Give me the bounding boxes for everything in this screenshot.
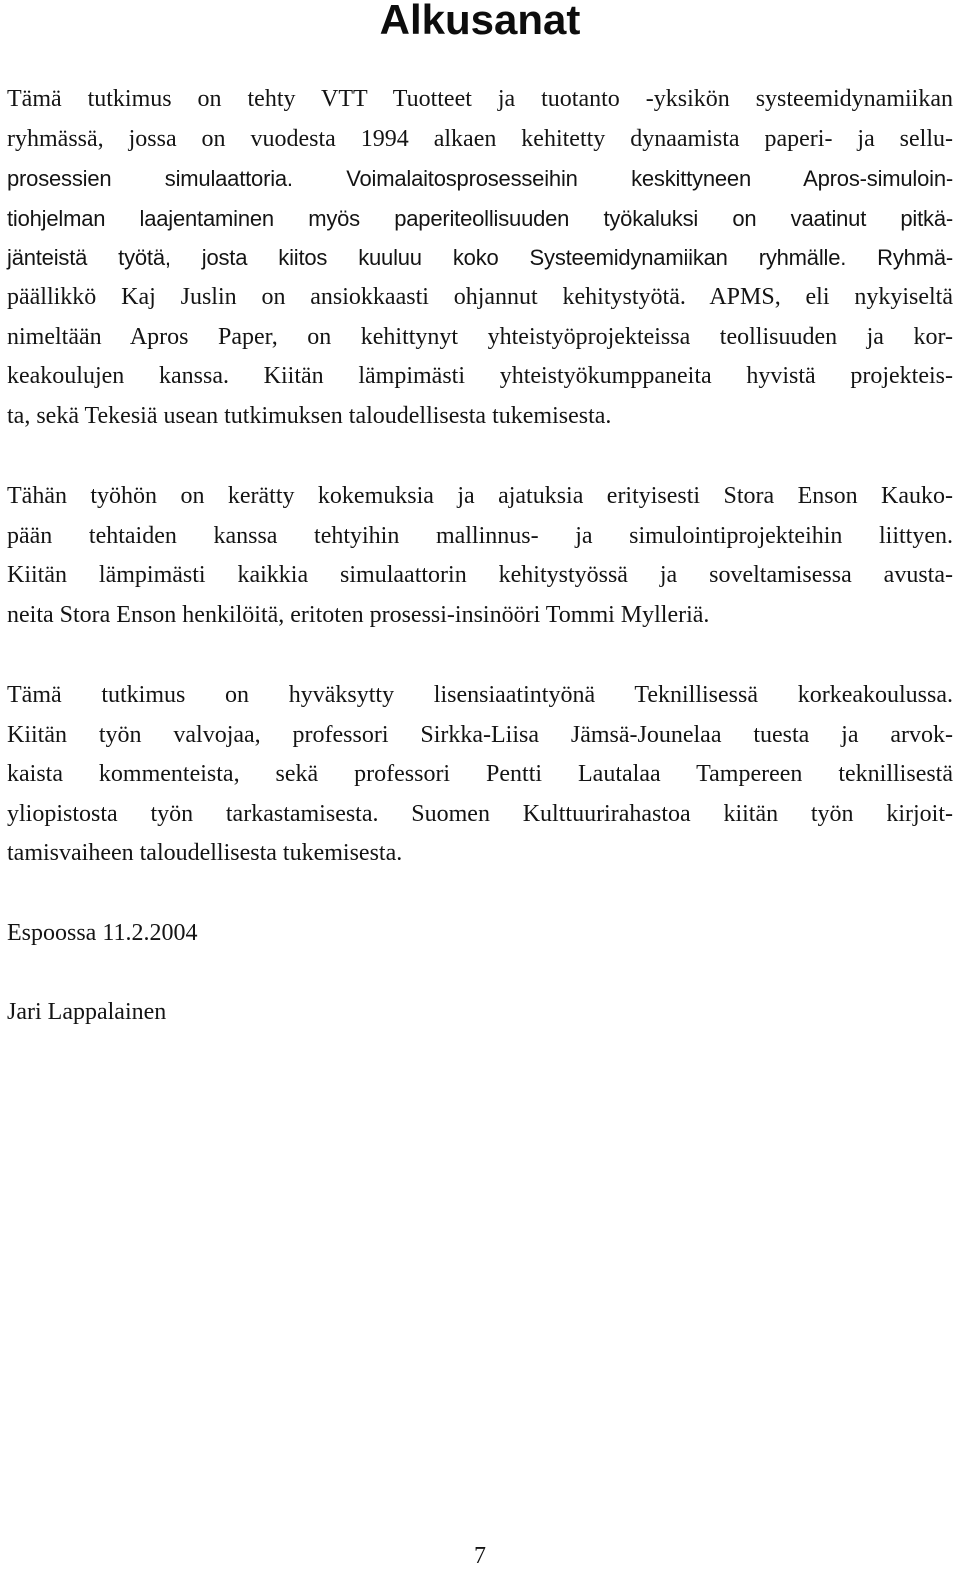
paragraph-line: ta, sekä Tekesiä usean tutkimuksen taloudellisesta tukemisesta. [7, 402, 612, 429]
paragraph-line: Tähän työhön on kerätty kokemuksia ja ajatuksia erityisesti Stora Enson Kauko- [7, 483, 953, 509]
paragraph-line: Tämä tutkimus on hyväksytty lisensiaatintyönä Teknillisessä korkeakoulussa. [7, 682, 953, 708]
paragraph-line: Kiitän työn valvojaa, professori Sirkka-Liisa Jämsä-Jounelaa tuesta ja arvok- [7, 721, 953, 748]
paragraph-acknowledgement-stora-enso [7, 477, 953, 635]
author-name: Jari Lappalainen [7, 999, 167, 1025]
paragraph-acknowledgement-vtt [7, 80, 953, 436]
paragraph-line: neita Stora Enson henkilöitä, eritoten prosessi-insinööri Tommi Mylleriä. [7, 601, 710, 628]
paragraph-line: jänteistä työtä, josta kiitos kuuluu koko Systeemidynamiikan ryhmälle. Ryhmä- [7, 245, 953, 271]
page-number: 7 [474, 1543, 486, 1569]
page-title: Alkusanat [379, 0, 581, 43]
paragraph-line: nimeltään Apros Paper, on kehittynyt yhteistyöprojekteissa teollisuuden ja kor- [7, 323, 953, 350]
place-and-date: Espoossa 11.2.2004 [7, 920, 198, 946]
paragraph-line: ryhmässä, jossa on vuodesta 1994 alkaen kehitetty dynaamista paperi- ja sellu- [7, 125, 953, 152]
paragraph-line: prosessien simulaattoria. Voimalaitosprosesseihin keskittyneen Apros-simuloin- [7, 166, 953, 192]
paragraph-line: yliopistosta työn tarkastamisesta. Suomen Kulttuurirahastoa kiitän työn kirjoit- [7, 800, 953, 827]
paragraph-line: pään tehtaiden kanssa tehtyihin mallinnus- ja simulointiprojekteihin liittyen. [7, 522, 953, 549]
paragraph-acknowledgement-supervisors [7, 676, 953, 874]
paragraph-line: tamisvaiheen taloudellisesta tukemisesta. [7, 840, 403, 867]
paragraph-line: kaista kommenteista, sekä professori Pentti Lautalaa Tampereen teknillisestä [7, 761, 953, 788]
paragraph-line: tiohjelman laajentaminen myös paperiteollisuuden työkaluksi on vaatinut pitkä- [7, 205, 953, 231]
paragraph-line: päällikkö Kaj Juslin on ansiokkaasti ohjannut kehitystyötä. APMS, eli nykyiseltä [7, 283, 953, 310]
paragraph-line: keakoulujen kanssa. Kiitän lämpimästi yhteistyökumppaneita hyvistä projekteis- [7, 363, 953, 390]
paragraph-line: Kiitän lämpimästi kaikkia simulaattorin kehitystyössä ja soveltamisessa avusta- [7, 562, 953, 589]
paragraph-line: Tämä tutkimus on tehty VTT Tuotteet ja tuotanto -yksikön systeemidynamiikan [7, 86, 953, 112]
